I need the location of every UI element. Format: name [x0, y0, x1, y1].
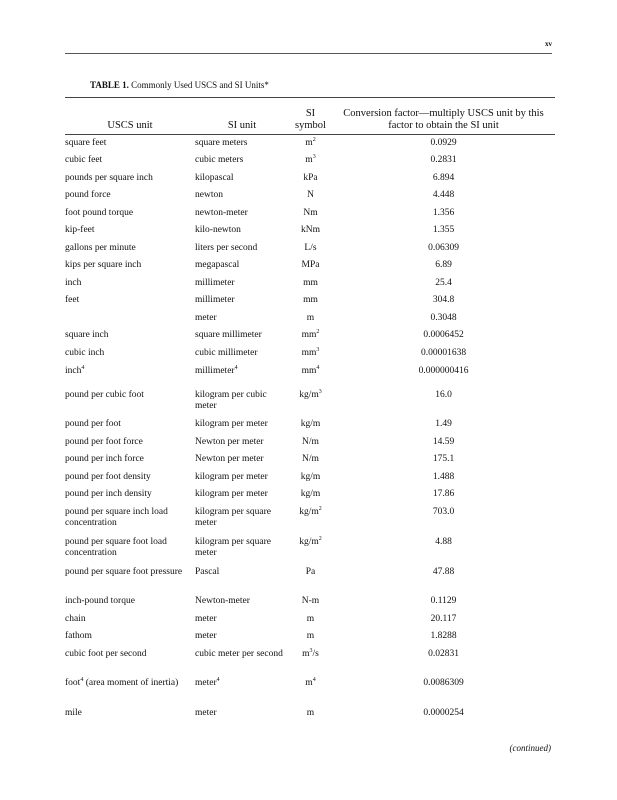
si-unit-cell — [195, 363, 289, 387]
uscs-unit-cell-text: pound per inch force — [65, 454, 144, 464]
si-unit-cell-text: meter — [195, 678, 217, 688]
uscs-unit-cell-text: kips per square inch — [65, 260, 142, 270]
si-symbol-cell-text: Nm — [303, 208, 318, 218]
si-symbol-cell-text: N — [307, 190, 314, 200]
conversion-factor-cell-text: 0.0086309 — [423, 678, 464, 688]
si-unit-cell-superscript: 4 — [234, 365, 238, 371]
si-unit-cell-text: megapascal — [195, 260, 240, 270]
table-row — [65, 564, 555, 593]
si-symbol-cell — [289, 705, 332, 723]
si-symbol-cell-superscript: 3 — [318, 389, 322, 395]
si-symbol-cell — [289, 416, 332, 434]
si-symbol-cell-text: L/s — [304, 243, 317, 253]
uscs-unit-cell — [65, 451, 195, 469]
si-symbol-cell — [289, 564, 332, 593]
conversion-factor-cell-text: 14.59 — [432, 437, 455, 447]
si-unit-cell — [195, 593, 289, 611]
table-caption — [90, 80, 269, 90]
si-symbol-cell-superscript: 2 — [318, 506, 322, 512]
si-unit-cell-text: meter — [195, 631, 217, 641]
si-unit-cell-text: kilogram per square meter — [195, 537, 271, 558]
table-row — [65, 534, 555, 564]
uscs-unit-cell — [65, 611, 195, 628]
uscs-unit-cell — [65, 593, 195, 611]
si-unit-cell — [195, 628, 289, 646]
table-row — [65, 675, 555, 705]
si-symbol-cell-superscript: 2 — [312, 137, 316, 143]
uscs-unit-cell-text: feet — [65, 295, 80, 305]
uscs-unit-cell — [65, 675, 195, 705]
conversion-factor-cell — [332, 257, 555, 275]
table-row — [65, 628, 555, 646]
si-symbol-cell-superscript: 4 — [316, 365, 320, 371]
si-unit-cell — [195, 504, 289, 534]
conversion-factor-cell-text: 0.3048 — [430, 313, 457, 323]
conversion-factor-cell-text: 0.00001638 — [420, 348, 467, 358]
header-si-symbol: SI symbol — [295, 108, 326, 131]
conversion-factor-cell — [332, 504, 555, 534]
si-unit-cell-text: cubic meters — [195, 155, 244, 165]
si-symbol-cell-text: m — [306, 614, 315, 624]
uscs-unit-cell-superscript: 4 — [81, 365, 85, 371]
uscs-unit-cell-text: square feet — [65, 138, 107, 148]
table-row — [65, 486, 555, 504]
si-unit-cell-text: kilogram per square meter — [195, 507, 271, 528]
si-symbol-cell-text: m — [306, 631, 315, 641]
uscs-unit-cell-text: pound per square foot load concentration — [65, 537, 167, 558]
uscs-unit-cell-text: pound per foot — [65, 419, 121, 429]
uscs-unit-cell-text: inch-pound torque — [65, 596, 135, 606]
uscs-unit-cell-text: foot pound torque — [65, 208, 134, 218]
uscs-unit-cell — [65, 564, 195, 593]
uscs-unit-cell — [65, 469, 195, 486]
si-unit-cell-text: newton-meter — [195, 208, 248, 218]
si-symbol-cell-text: Pa — [305, 567, 316, 577]
uscs-unit-cell — [65, 240, 195, 257]
si-unit-cell-text: liters per second — [195, 243, 258, 253]
conversion-factor-cell — [332, 628, 555, 646]
si-symbol-cell — [289, 534, 332, 564]
si-symbol-cell-text: N/m — [302, 437, 319, 447]
si-symbol-cell — [289, 504, 332, 534]
si-unit-cell — [195, 240, 289, 257]
si-symbol-cell — [289, 434, 332, 451]
si-unit-cell — [195, 327, 289, 345]
conversion-factor-cell-text: 703.0 — [432, 507, 455, 517]
conversion-factor-cell — [332, 675, 555, 705]
uscs-unit-cell-text: inch — [65, 366, 82, 376]
table-row — [65, 135, 555, 152]
si-symbol-cell-suffix: /s — [312, 649, 319, 659]
si-symbol-cell-text: m — [306, 708, 315, 718]
conversion-factor-cell-text: 1.488 — [432, 472, 455, 482]
conversion-factor-cell — [332, 611, 555, 628]
uscs-unit-cell-text: kip-feet — [65, 225, 95, 235]
table-row — [65, 310, 555, 327]
table-row — [65, 387, 555, 416]
si-unit-cell — [195, 170, 289, 187]
uscs-unit-cell-text: inch — [65, 278, 82, 288]
si-unit-cell — [195, 387, 289, 416]
uscs-unit-cell-text: mile — [65, 708, 82, 718]
si-unit-cell — [195, 675, 289, 705]
si-symbol-cell-text: kNm — [301, 225, 320, 235]
uscs-unit-cell — [65, 275, 195, 292]
uscs-unit-cell-superscript: 4 — [80, 677, 84, 683]
uscs-unit-cell-suffix: (area moment of inertia) — [83, 678, 179, 688]
table-row — [65, 434, 555, 451]
conversion-factor-cell-text: 1.356 — [432, 208, 455, 218]
uscs-unit-cell — [65, 292, 195, 310]
table-row — [65, 187, 555, 205]
conversion-factor-cell-text: 17.86 — [432, 489, 455, 499]
uscs-unit-cell — [65, 222, 195, 240]
uscs-unit-cell — [65, 187, 195, 205]
si-unit-cell-text: cubic meter per second — [195, 649, 283, 659]
conversion-factor-cell — [332, 434, 555, 451]
si-symbol-cell-text: m — [305, 155, 313, 165]
table-label: TABLE 1. — [90, 80, 129, 90]
si-symbol-cell — [289, 451, 332, 469]
conversion-factor-cell — [332, 345, 555, 363]
uscs-unit-cell — [65, 363, 195, 387]
table-row — [65, 327, 555, 345]
table-row — [65, 205, 555, 222]
uscs-unit-cell — [65, 345, 195, 363]
table-header — [65, 98, 555, 135]
uscs-unit-cell-text: pound per square foot pressure — [65, 567, 183, 577]
si-symbol-cell-text: kg/m — [300, 419, 321, 429]
conversion-factor-cell — [332, 222, 555, 240]
si-symbol-cell-text: m — [305, 138, 313, 148]
conversion-factor-cell-text: 4.448 — [432, 190, 455, 200]
si-symbol-cell-text: kg/m — [300, 472, 321, 482]
uscs-unit-cell-text: gallons per minute — [65, 243, 136, 253]
continued-note: (continued) — [509, 743, 551, 753]
si-symbol-cell — [289, 628, 332, 646]
si-unit-cell — [195, 451, 289, 469]
si-symbol-cell — [289, 345, 332, 363]
units-table — [65, 97, 555, 723]
conversion-factor-cell-text: 1.49 — [435, 419, 452, 429]
si-unit-cell-text: square meters — [195, 138, 248, 148]
table-title: Commonly Used USCS and SI Units* — [128, 80, 269, 90]
si-unit-cell — [195, 345, 289, 363]
conversion-factor-cell — [332, 705, 555, 723]
si-unit-cell — [195, 646, 289, 675]
table-row — [65, 257, 555, 275]
si-symbol-cell — [289, 327, 332, 345]
page-number: xv — [545, 40, 552, 48]
uscs-unit-cell — [65, 504, 195, 534]
conversion-factor-cell-text: 0.000000416 — [418, 366, 469, 376]
conversion-factor-cell-text: 20.117 — [430, 614, 457, 624]
si-unit-cell — [195, 486, 289, 504]
si-unit-cell-text: meter — [195, 708, 217, 718]
si-symbol-cell — [289, 205, 332, 222]
conversion-factor-cell — [332, 486, 555, 504]
si-unit-cell-text: millimeter — [195, 278, 235, 288]
si-unit-cell — [195, 257, 289, 275]
si-symbol-cell — [289, 257, 332, 275]
si-unit-cell — [195, 564, 289, 593]
si-unit-cell — [195, 222, 289, 240]
si-unit-cell — [195, 310, 289, 327]
uscs-unit-cell — [65, 257, 195, 275]
si-symbol-cell-superscript: 2 — [316, 329, 320, 335]
si-unit-cell-text: kilogram per meter — [195, 489, 268, 499]
conversion-factor-cell — [332, 187, 555, 205]
uscs-unit-cell — [65, 152, 195, 170]
si-unit-cell-text: meter — [195, 614, 217, 624]
si-symbol-cell-text: mm — [303, 295, 318, 305]
si-symbol-cell-superscript: 4 — [312, 677, 316, 683]
si-unit-cell-text: Newton per meter — [195, 437, 264, 447]
si-unit-cell — [195, 187, 289, 205]
si-symbol-cell — [289, 593, 332, 611]
conversion-factor-cell — [332, 534, 555, 564]
header-uscs-unit: USCS unit — [107, 120, 153, 131]
si-symbol-cell — [289, 292, 332, 310]
conversion-factor-cell — [332, 416, 555, 434]
si-symbol-cell — [289, 646, 332, 675]
si-unit-cell — [195, 705, 289, 723]
table-row — [65, 152, 555, 170]
conversion-factor-cell-text: 1.355 — [432, 225, 455, 235]
si-symbol-cell-superscript: 3 — [312, 154, 316, 160]
conversion-factor-cell-text: 0.0006452 — [423, 330, 464, 340]
conversion-factor-cell-text: 0.0929 — [430, 138, 457, 148]
header-si-unit: SI unit — [227, 120, 257, 131]
table-row — [65, 593, 555, 611]
table-row — [65, 345, 555, 363]
si-symbol-cell-text: m — [306, 313, 315, 323]
si-symbol-cell-text: mm — [301, 348, 317, 358]
conversion-factor-cell — [332, 387, 555, 416]
uscs-unit-cell-text: foot — [65, 678, 81, 688]
si-symbol-cell — [289, 387, 332, 416]
uscs-unit-cell — [65, 628, 195, 646]
table-row — [65, 646, 555, 675]
si-symbol-cell — [289, 240, 332, 257]
si-symbol-cell-text: kg/m — [299, 537, 319, 547]
uscs-unit-cell — [65, 705, 195, 723]
si-unit-cell-text: Newton-meter — [195, 596, 250, 606]
si-unit-cell — [195, 205, 289, 222]
uscs-unit-cell — [65, 416, 195, 434]
uscs-unit-cell-text: pound per foot force — [65, 437, 143, 447]
header-rule — [65, 53, 552, 54]
conversion-factor-cell-text: 47.88 — [432, 567, 455, 577]
si-symbol-cell-superscript: 3 — [309, 648, 313, 654]
si-unit-cell-text: millimeter — [195, 295, 235, 305]
uscs-unit-cell-text: pound per cubic foot — [65, 390, 144, 400]
uscs-unit-cell — [65, 170, 195, 187]
si-unit-cell-text: newton — [195, 190, 223, 200]
uscs-unit-cell-text: pounds per square inch — [65, 173, 153, 183]
si-symbol-cell-text: m — [302, 649, 310, 659]
si-unit-cell — [195, 135, 289, 152]
si-unit-cell-superscript: 4 — [216, 677, 220, 683]
si-symbol-cell-text: mm — [303, 278, 318, 288]
si-symbol-cell-text: mm — [301, 366, 317, 376]
si-unit-cell — [195, 434, 289, 451]
si-unit-cell-text: Newton per meter — [195, 454, 264, 464]
conversion-factor-cell-text: 16.0 — [435, 390, 452, 400]
si-symbol-cell-superscript: 3 — [316, 347, 320, 353]
si-symbol-cell — [289, 135, 332, 152]
si-symbol-cell-text: mm — [301, 330, 317, 340]
conversion-factor-cell — [332, 564, 555, 593]
conversion-factor-cell — [332, 310, 555, 327]
uscs-unit-cell-text: fathom — [65, 631, 92, 641]
conversion-factor-cell — [332, 152, 555, 170]
uscs-unit-cell-text: cubic inch — [65, 348, 105, 358]
table-row — [65, 363, 555, 387]
uscs-unit-cell — [65, 387, 195, 416]
table-row — [65, 170, 555, 187]
conversion-factor-cell-text: 0.02831 — [428, 649, 459, 659]
si-symbol-cell — [289, 187, 332, 205]
table-row — [65, 275, 555, 292]
si-unit-cell-text: kilogram per cubic meter — [195, 390, 267, 411]
si-symbol-cell — [289, 363, 332, 387]
uscs-unit-cell — [65, 434, 195, 451]
table-row — [65, 240, 555, 257]
uscs-unit-cell-text: pound per square inch load concentration — [65, 507, 168, 528]
table-row — [65, 469, 555, 486]
conversion-factor-cell-text: 25.4 — [435, 278, 452, 288]
si-symbol-cell-text: kg/m — [299, 507, 319, 517]
uscs-unit-cell — [65, 310, 195, 327]
si-symbol-cell — [289, 170, 332, 187]
uscs-unit-cell — [65, 135, 195, 152]
si-symbol-cell — [289, 486, 332, 504]
uscs-unit-cell-text: pound per foot density — [65, 472, 151, 482]
conversion-factor-cell — [332, 469, 555, 486]
si-symbol-cell-text: kg/m — [300, 489, 321, 499]
si-symbol-cell-text: kPa — [303, 173, 318, 183]
conversion-factor-cell — [332, 275, 555, 292]
si-symbol-cell-superscript: 2 — [318, 536, 322, 542]
si-unit-cell-text: kilo-newton — [195, 225, 241, 235]
si-symbol-cell-text: kg/m — [299, 390, 319, 400]
si-unit-cell-text: Pascal — [195, 567, 220, 577]
si-unit-cell — [195, 611, 289, 628]
si-symbol-cell — [289, 675, 332, 705]
table-row — [65, 451, 555, 469]
si-unit-cell — [195, 416, 289, 434]
conversion-factor-cell-text: 6.894 — [432, 173, 455, 183]
table-row — [65, 416, 555, 434]
uscs-unit-cell — [65, 205, 195, 222]
conversion-factor-cell-text: 0.0000254 — [423, 708, 464, 718]
uscs-unit-cell-text: cubic feet — [65, 155, 103, 165]
conversion-factor-cell — [332, 327, 555, 345]
conversion-factor-cell — [332, 646, 555, 675]
si-unit-cell-text: square millimeter — [195, 330, 262, 340]
header-conversion-factor: Conversion factor—multiply USCS unit by this factor to obtain the SI unit — [343, 108, 544, 131]
si-unit-cell-text: cubic millimeter — [195, 348, 258, 358]
table-row — [65, 504, 555, 534]
si-unit-cell — [195, 152, 289, 170]
si-symbol-cell — [289, 469, 332, 486]
si-unit-cell — [195, 469, 289, 486]
conversion-factor-cell-text: 1.8288 — [430, 631, 457, 641]
conversion-factor-cell-text: 0.06309 — [428, 243, 459, 253]
si-symbol-cell — [289, 152, 332, 170]
si-symbol-cell — [289, 310, 332, 327]
si-unit-cell — [195, 534, 289, 564]
si-symbol-cell — [289, 611, 332, 628]
si-unit-cell — [195, 275, 289, 292]
si-unit-cell-text: millimeter — [195, 366, 235, 376]
conversion-factor-cell — [332, 363, 555, 387]
conversion-factor-cell — [332, 292, 555, 310]
table-row — [65, 705, 555, 723]
si-unit-cell-text: kilogram per meter — [195, 472, 268, 482]
uscs-unit-cell — [65, 534, 195, 564]
conversion-factor-cell-text: 4.88 — [435, 537, 452, 547]
si-symbol-cell-text: m — [305, 678, 313, 688]
uscs-unit-cell-text: pound per inch density — [65, 489, 152, 499]
si-symbol-cell-text: MPa — [301, 260, 320, 270]
si-symbol-cell-text: N-m — [301, 596, 320, 606]
si-symbol-cell-text: N/m — [302, 454, 319, 464]
conversion-factor-cell-text: 6.89 — [435, 260, 452, 270]
conversion-factor-cell-text: 304.8 — [432, 295, 455, 305]
table-row — [65, 611, 555, 628]
conversion-factor-cell — [332, 451, 555, 469]
uscs-unit-cell-text: cubic foot per second — [65, 649, 147, 659]
conversion-factor-cell — [332, 135, 555, 152]
uscs-unit-cell-text: chain — [65, 614, 86, 624]
conversion-factor-cell — [332, 240, 555, 257]
table-row — [65, 292, 555, 310]
table-body — [65, 135, 555, 723]
conversion-factor-cell — [332, 170, 555, 187]
uscs-unit-cell — [65, 646, 195, 675]
si-unit-cell-text: kilopascal — [195, 173, 234, 183]
table-row — [65, 222, 555, 240]
uscs-unit-cell-text: square inch — [65, 330, 109, 340]
conversion-factor-cell — [332, 593, 555, 611]
conversion-factor-cell — [332, 205, 555, 222]
uscs-unit-cell-text: pound force — [65, 190, 111, 200]
si-symbol-cell — [289, 222, 332, 240]
uscs-unit-cell — [65, 486, 195, 504]
si-symbol-cell — [289, 275, 332, 292]
si-unit-cell-text: meter — [195, 313, 217, 323]
conversion-factor-cell-text: 175.1 — [432, 454, 455, 464]
conversion-factor-cell-text: 0.1129 — [430, 596, 457, 606]
si-unit-cell-text: kilogram per meter — [195, 419, 268, 429]
uscs-unit-cell — [65, 327, 195, 345]
conversion-factor-cell-text: 0.2831 — [430, 155, 457, 165]
si-unit-cell — [195, 292, 289, 310]
